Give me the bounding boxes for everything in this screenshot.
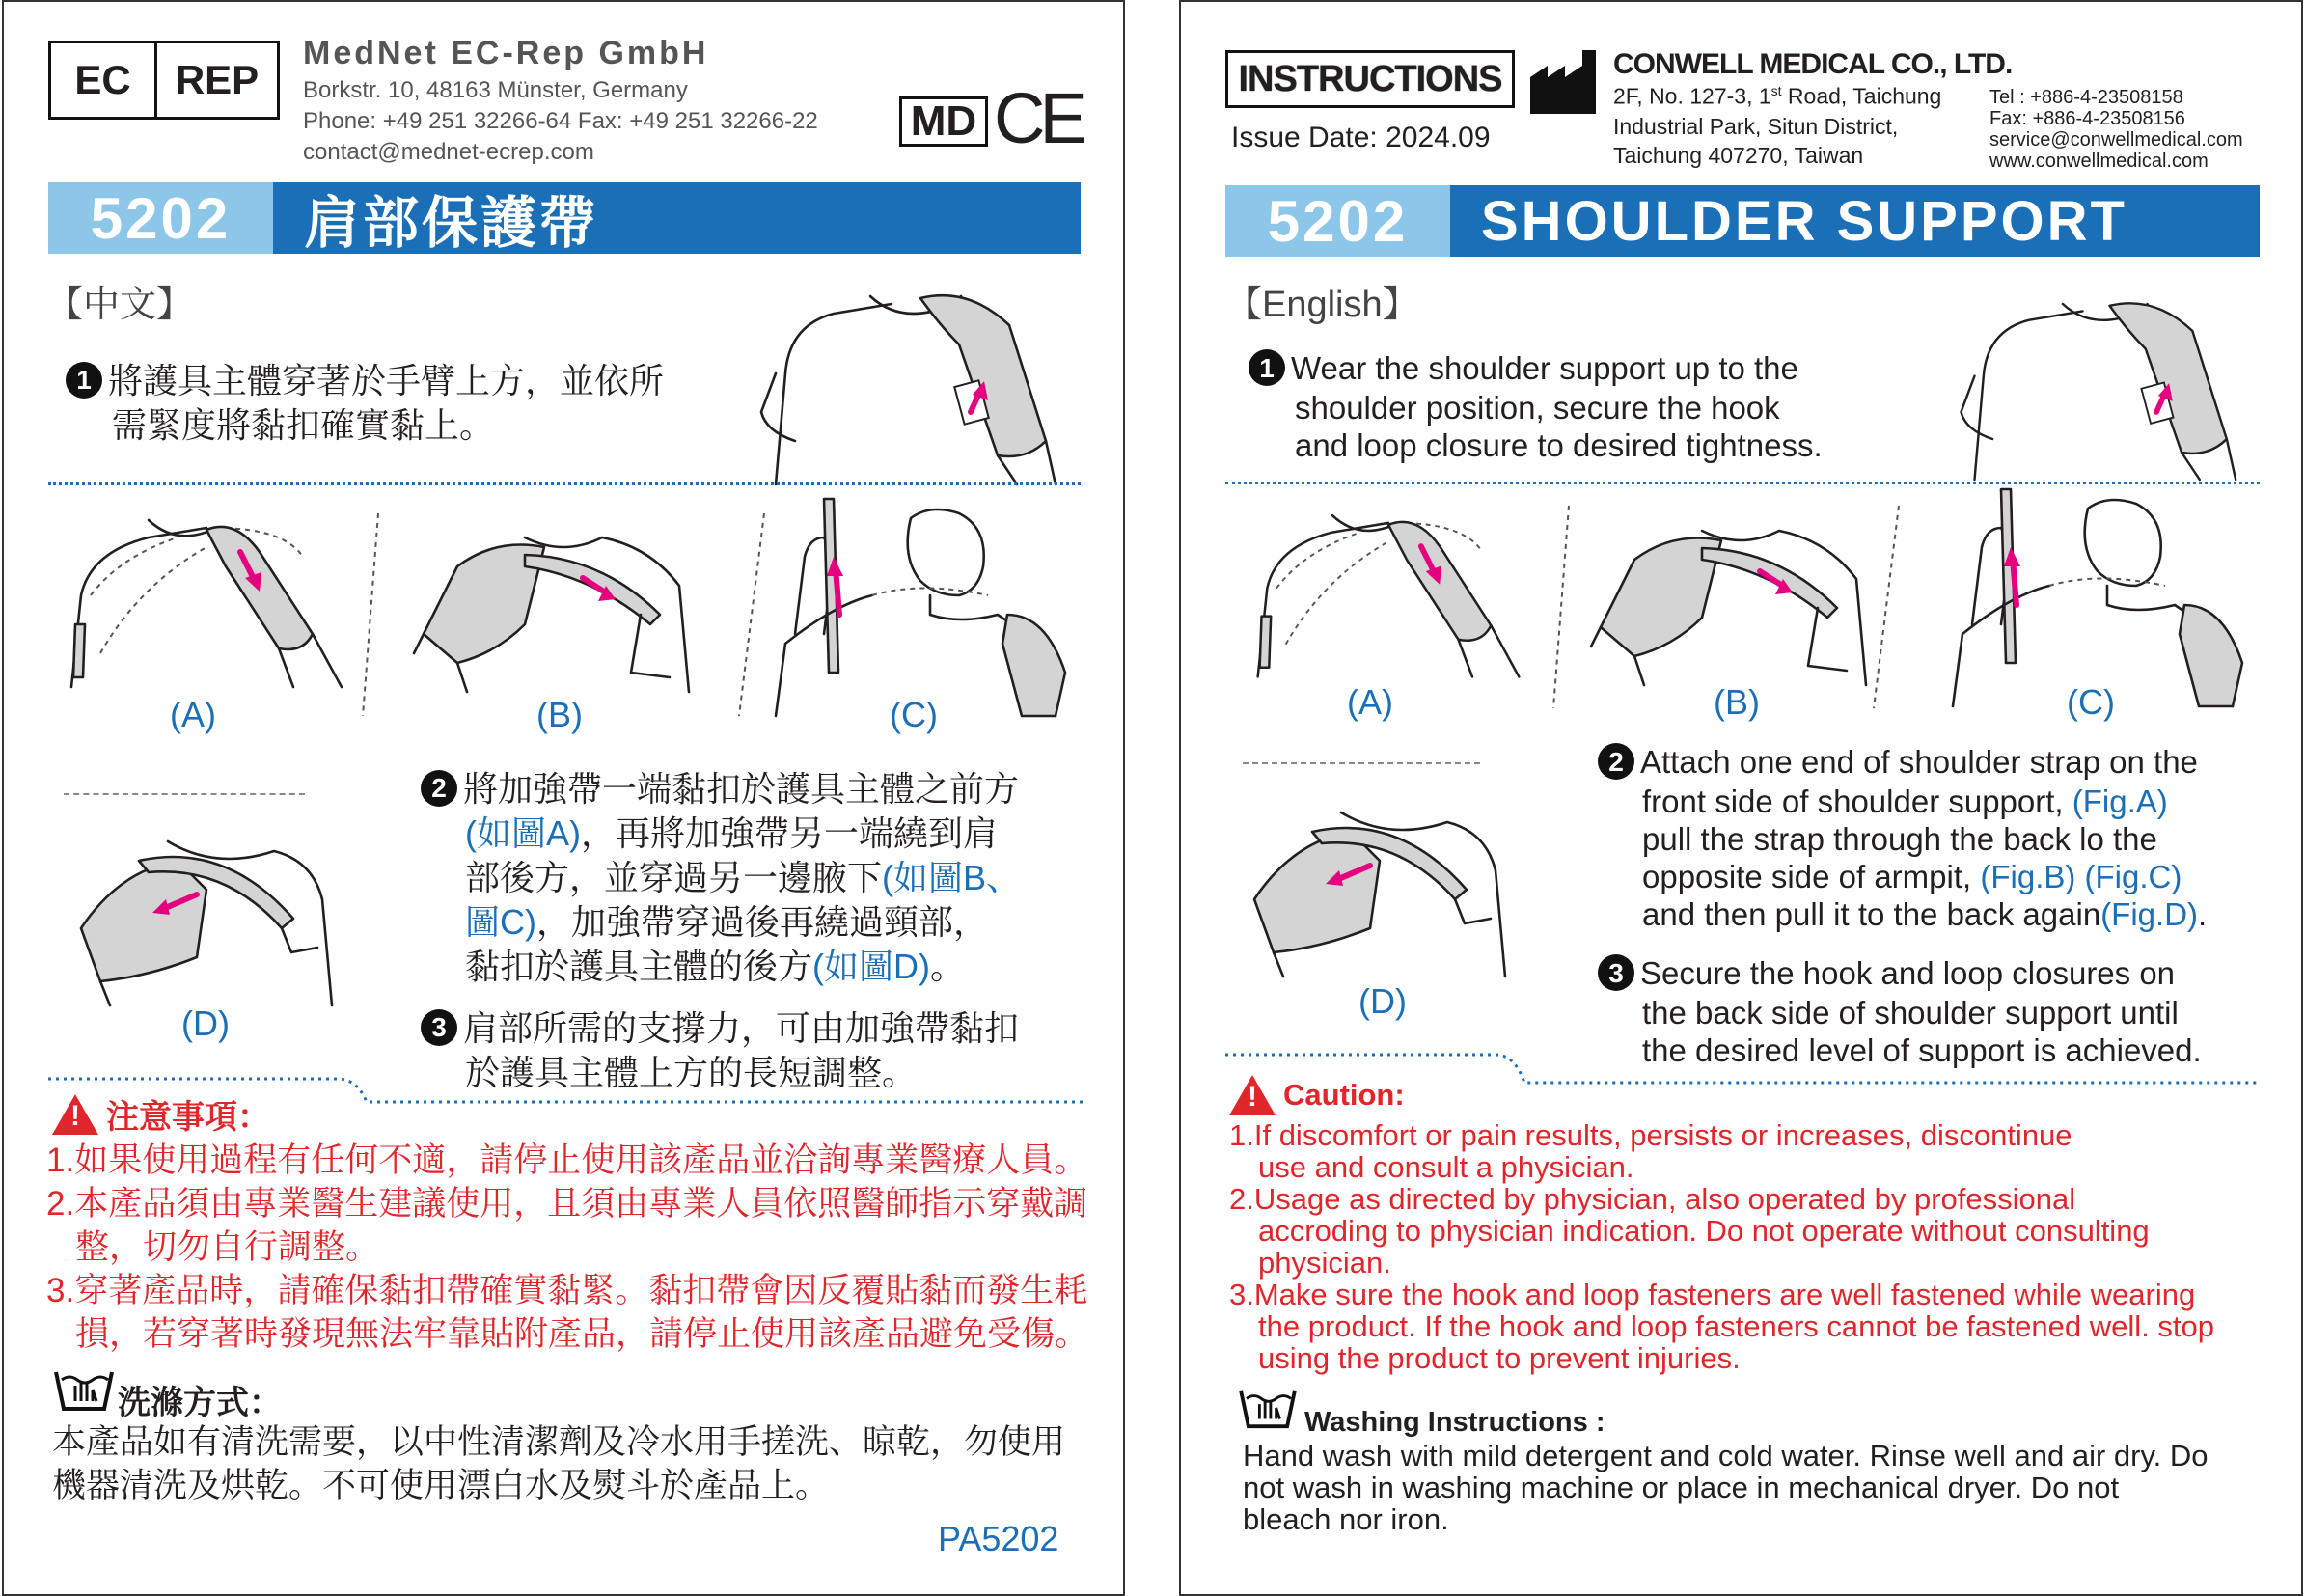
figure-c-illustration xyxy=(1943,489,2262,706)
caution-item-1-cont: use and consult a physician. xyxy=(1258,1150,1634,1184)
product-title: 肩部保護帶 xyxy=(273,182,1081,254)
step-2-line-3: 部後方，並穿過另一邊腋下 xyxy=(465,858,883,897)
ec-rep-symbol xyxy=(48,41,280,120)
step-2-fig-d-ref: (Fig.D) xyxy=(2100,896,2199,933)
product-number: 5202 xyxy=(48,182,273,254)
step-1-number: 1 xyxy=(66,362,102,399)
step-3-line-3: the desired level of support is achieved. xyxy=(1642,1032,2202,1069)
step-1 xyxy=(1249,349,1823,464)
instructions-label: INSTRUCTIONS xyxy=(1225,50,1515,108)
figure-d-caption: (D) xyxy=(1358,981,1407,1021)
caution-title: Caution: xyxy=(1283,1078,1405,1112)
step-2-fig-bc-ref: (Fig.B) (Fig.C) xyxy=(1980,859,2182,895)
title-bar xyxy=(1225,185,2260,257)
step-2-line-5: 黏扣於護具主體的後方 xyxy=(465,947,813,986)
step-2 xyxy=(421,767,1021,989)
ec-rep-rep-label: REP xyxy=(175,57,260,102)
step-2-line-4: ，加強帶穿過後再繞過頸部， xyxy=(536,902,989,942)
ce-mark: CE xyxy=(994,78,1082,158)
figure-d-illustration xyxy=(1235,784,1524,977)
ec-rep-address: Borkstr. 10, 48163 Münster, Germany xyxy=(303,77,688,103)
caution-item-2-cont-2: physician. xyxy=(1258,1246,1391,1280)
step-2-line-5-end: 。 xyxy=(930,947,966,986)
caution-item-2-cont: accroding to physician indication. Do not operate without consulting xyxy=(1258,1214,2150,1248)
figure-d-top-rule xyxy=(64,793,305,795)
washing-title: Washing Instructions : xyxy=(1304,1407,1605,1438)
manufacturer-website: www.conwellmedical.com xyxy=(1989,151,2209,172)
caution-heading xyxy=(1229,1075,1405,1115)
step-2-number: 2 xyxy=(421,770,457,807)
step-2-line-1: Attach one end of shoulder strap on the xyxy=(1640,744,2198,780)
step-2-fig-c-ref: 圖C) xyxy=(465,902,536,942)
caution-item-2-cont: 整，切勿自行調整。 xyxy=(75,1228,380,1266)
caution-item-3-cont: 損，若穿著時發現無法牢靠貼附產品，請停止使用該產品避免受傷。 xyxy=(75,1315,1089,1353)
chinese-instruction-panel xyxy=(2,0,1125,1596)
caution-item-1: 1.If discomfort or pain results, persists or increases, discontinue xyxy=(1229,1118,2072,1152)
step-3-line-2: the back side of shoulder support until xyxy=(1642,995,2179,1032)
warning-icon xyxy=(52,1094,98,1135)
product-title: SHOULDER SUPPORT xyxy=(1450,185,2260,257)
manufacturer-address-2: Industrial Park, Situn District, xyxy=(1613,114,1899,139)
product-number: 5202 xyxy=(1225,185,1450,257)
caution-title: 注意事項： xyxy=(106,1099,270,1136)
figure-a-illustration xyxy=(1249,504,1528,677)
warning-icon xyxy=(1229,1075,1276,1115)
figure-d-top-rule xyxy=(1243,762,1480,764)
english-instruction-panel xyxy=(1179,0,2303,1596)
step-1-line-3: and loop closure to desired tightness. xyxy=(1295,427,1823,464)
manufacturer-contacts xyxy=(1989,87,2243,172)
step-3-number: 3 xyxy=(421,1009,457,1046)
step-2-fig-b-ref: (如圖B、 xyxy=(882,858,1022,897)
figure-b-illustration xyxy=(409,509,699,692)
step-2-line-3: pull the strap through the back lo the xyxy=(1642,821,2157,858)
step-2-line-4: opposite side of armpit, xyxy=(1642,859,1972,895)
hand-wash-icon xyxy=(54,1366,114,1413)
washing-instructions xyxy=(1243,1440,2209,1535)
step-2 xyxy=(1598,743,2207,933)
step-2-line-2: front side of shoulder support, xyxy=(1642,784,2064,820)
washing-line-1: Hand wash with mild detergent and cold water. Rinse well and air dry. Do xyxy=(1243,1439,2209,1472)
step-2-fig-a-ref: (Fig.A) xyxy=(2072,784,2168,820)
ec-rep-ec-label: EC xyxy=(51,43,157,117)
caution-item-1: 1.如果使用過程有任何不適，請停止使用該產品並洽詢專業醫療人員。 xyxy=(46,1142,1088,1179)
washing-title: 洗滌方式： xyxy=(118,1385,282,1421)
section-divider xyxy=(1225,482,2260,484)
title-bar xyxy=(48,182,1081,254)
section-divider xyxy=(48,482,1081,485)
figure-d-caption: (D) xyxy=(181,1004,230,1043)
ec-rep-company-name: MedNet EC-Rep GmbH xyxy=(303,35,709,71)
figure-d-illustration xyxy=(62,812,351,1005)
figure-c-caption: (C) xyxy=(2067,682,2115,722)
figure-a-illustration xyxy=(62,509,351,687)
caution-item-2: 2.Usage as directed by physician, also operated by professional xyxy=(1229,1182,2076,1216)
step-1-line-1: Wear the shoulder support up to the xyxy=(1291,350,1798,386)
step-2-line-5-end: . xyxy=(2198,896,2208,933)
step-1-line-1: 將護具主體穿著於手臂上方，並依所 xyxy=(108,361,665,400)
ec-rep-email: contact@mednet-ecrep.com xyxy=(303,139,594,165)
figure-b-caption: (B) xyxy=(1714,682,1760,722)
step-3-number: 3 xyxy=(1598,954,1634,991)
step-2-line-5: and then pull it to the back again xyxy=(1642,896,2101,933)
washing-line-3: bleach nor iron. xyxy=(1243,1502,1449,1536)
manufacturer-fax: Fax: +886-4-23508156 xyxy=(1989,108,2185,129)
caution-item-3: 3.穿著產品時，請確保黏扣帶確實黏緊。黏扣帶會因反覆貼黏而發生耗 xyxy=(46,1272,1088,1309)
caution-item-3-cont: the product. If the hook and loop fasteners cannot be fastened well. stop xyxy=(1258,1309,2214,1343)
manufacturer-name: CONWELL MEDICAL CO., LTD. xyxy=(1613,48,2013,80)
language-label: 【English】 xyxy=(1225,285,1419,325)
step-2-fig-d-ref: (如圖D) xyxy=(812,947,930,986)
figure-a-caption: (A) xyxy=(170,695,216,734)
caution-item-3-cont-2: using the product to prevent injuries. xyxy=(1258,1341,1741,1375)
figure-separator xyxy=(737,513,766,716)
hand-wash-icon xyxy=(1239,1386,1297,1430)
step-1-illustration xyxy=(1953,277,2266,480)
figure-separator xyxy=(361,513,380,716)
step-2-line-1: 將加強帶一端黏扣於護具主體之前方 xyxy=(463,769,1020,809)
step-3-line-1: Secure the hook and loop closures on xyxy=(1640,955,2176,991)
ec-rep-phone-fax: Phone: +49 251 32266-64 Fax: +49 251 32266-22 xyxy=(303,108,818,134)
caution-heading xyxy=(52,1090,270,1138)
step-2-line-2: ，再將加強帶另一端繞到肩 xyxy=(581,813,999,853)
figure-b-illustration xyxy=(1586,502,1876,685)
step-2-number: 2 xyxy=(1598,743,1634,780)
step-1 xyxy=(66,359,664,448)
manufacturer-address-1: 2F, No. 127-3, 1st Road, Taichung xyxy=(1613,83,1942,109)
washing-line-2: not wash in washing machine or place in mechanical dryer. Do not xyxy=(1243,1471,2120,1504)
manufacturer-email: service@conwellmedical.com xyxy=(1989,129,2243,151)
step-3-line-1: 肩部所需的支撐力，可由加強帶黏扣 xyxy=(463,1008,1020,1048)
washing-line-2: 機器清洗及烘乾。不可使用漂白水及熨斗於產品上。 xyxy=(52,1467,830,1504)
step-2-fig-a-ref: (如圖A) xyxy=(465,813,581,853)
step-1-line-2: 需緊度將黏扣確實黏上。 xyxy=(112,405,495,445)
figure-c-illustration xyxy=(766,499,1084,716)
medical-device-symbol: MD xyxy=(899,96,988,147)
manufacturer-address-3: Taichung 407270, Taiwan xyxy=(1613,143,1864,168)
washing-line-1: 本產品如有清洗需要，以中性清潔劑及冷水用手搓洗、晾乾，勿使用 xyxy=(52,1423,1066,1461)
caution-item-3: 3.Make sure the hook and loop fasteners are well fastened while wearing xyxy=(1229,1278,2196,1311)
figure-b-caption: (B) xyxy=(536,695,583,734)
caution-list xyxy=(1229,1119,2214,1374)
figure-separator xyxy=(1872,506,1901,708)
manufacturer-icon xyxy=(1528,48,1602,116)
caution-list xyxy=(46,1139,1088,1356)
caution-item-2: 2.本產品須由專業醫生建議使用，且須由專業人員依照醫師指示穿戴調 xyxy=(46,1185,1088,1223)
document-code: PA5202 xyxy=(938,1519,1059,1558)
figure-a-caption: (A) xyxy=(1347,682,1393,722)
figure-c-caption: (C) xyxy=(890,695,938,734)
washing-instructions xyxy=(52,1420,1065,1507)
step-1-number: 1 xyxy=(1249,349,1285,386)
language-label: 【中文】 xyxy=(46,285,194,325)
manufacturer-tel: Tel : +886-4-23508158 xyxy=(1989,87,2183,108)
issue-date: Issue Date: 2024.09 xyxy=(1231,122,1491,153)
step-1-line-2: shoulder position, secure the hook xyxy=(1295,390,1780,427)
step-1-illustration xyxy=(756,267,1084,484)
step-3-line-2: 於護具主體上方的長短調整。 xyxy=(465,1053,918,1092)
figure-separator xyxy=(1551,506,1571,708)
